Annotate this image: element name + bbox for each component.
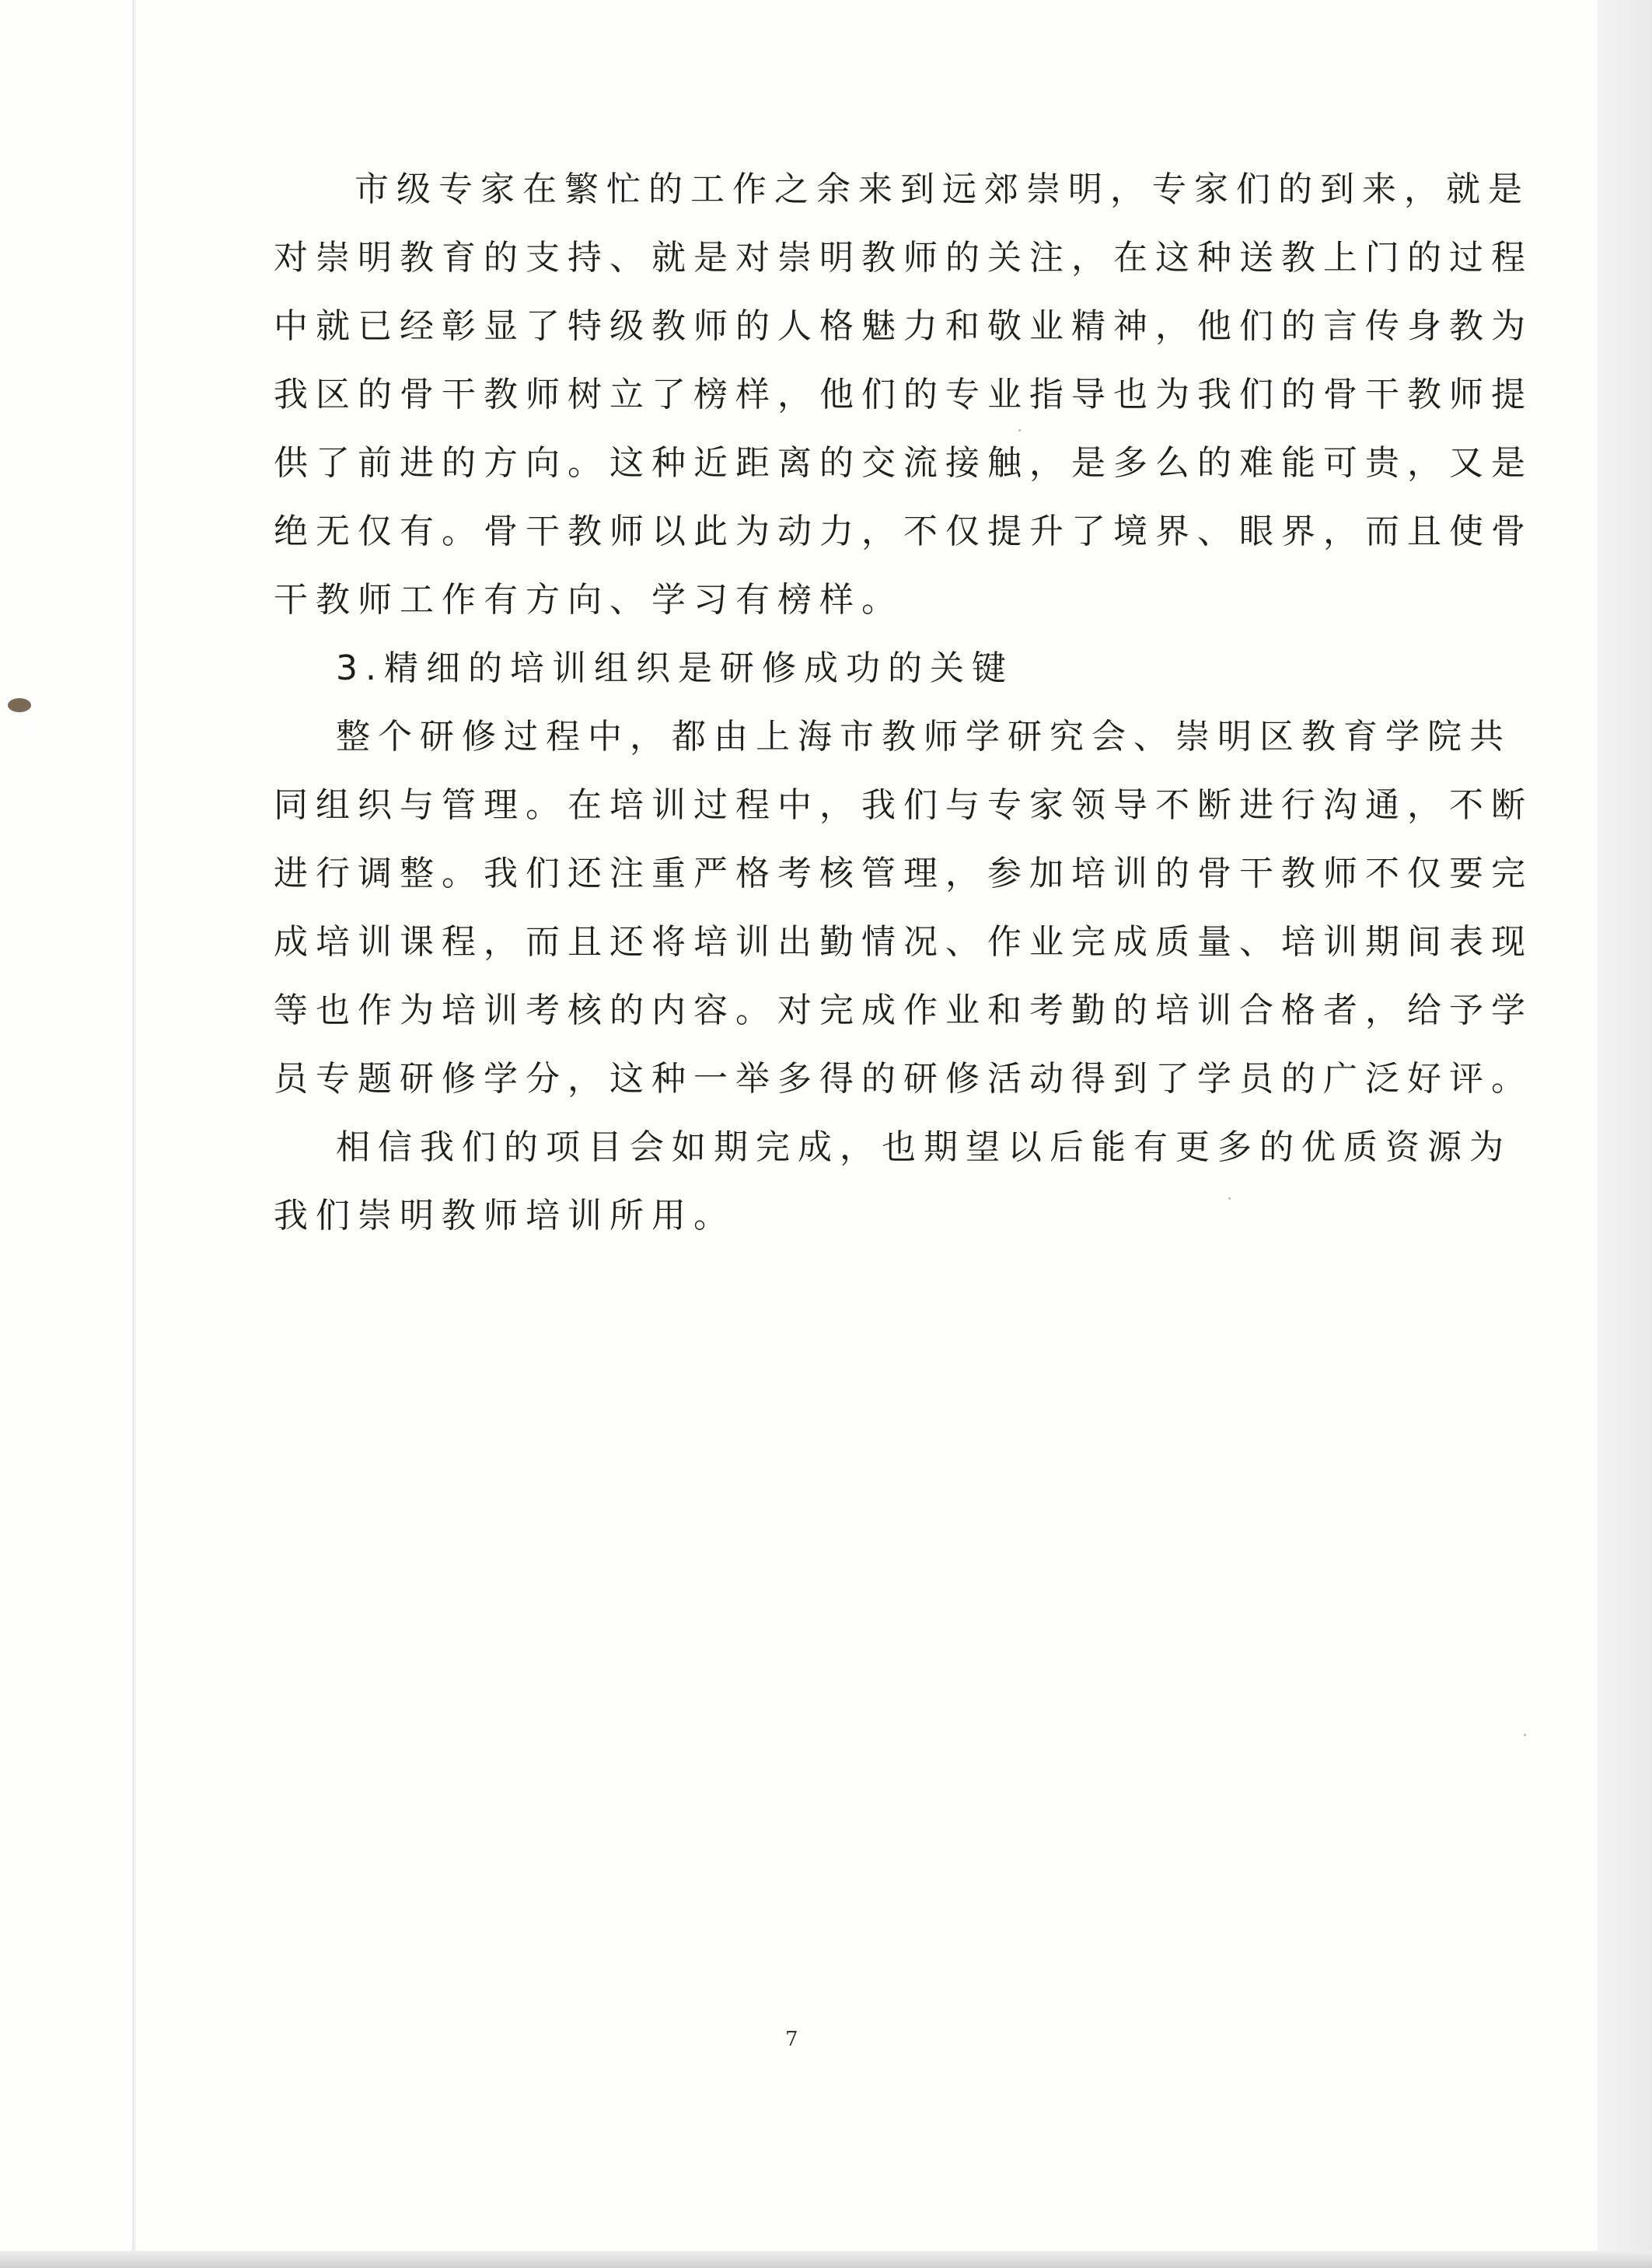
binding-hole-mark: [8, 698, 31, 712]
text-line: 员专题研修学分，这种一举多得的研修活动得到了学员的广泛好评。: [274, 1059, 1533, 1099]
scan-right-edge-shadow: [1598, 0, 1652, 2268]
scan-left-edge-shadow: [132, 0, 136, 2268]
text-line: 供了前进的方向。这种近距离的交流接触，是多么的难能可贵，又是: [274, 443, 1533, 483]
body-text: [274, 156, 1533, 1250]
text-line: 对崇明教育的支持、就是对崇明教师的关注，在这种送教上门的过程: [274, 238, 1533, 278]
text-line: 相信我们的项目会如期完成，也期望以后能有更多的优质资源为: [336, 1127, 1511, 1167]
text-line: 进行调整。我们还注重严格考核管理，参加培训的骨干教师不仅要完: [274, 854, 1533, 893]
text-line: 整个研修过程中，都由上海市教师学研究会、崇明区教育学院共: [336, 717, 1511, 757]
text-line: 市级专家在繁忙的工作之余来到远郊崇明，专家们的到来，就是: [354, 169, 1530, 209]
scan-speck: [1524, 1734, 1526, 1736]
scan-bottom-edge-shadow: [0, 2251, 1652, 2268]
text-line: 干教师工作有方向、学习有榜样。: [274, 580, 903, 620]
text-line: 绝无仅有。骨干教师以此为动力，不仅提升了境界、眼界，而且使骨: [274, 512, 1533, 551]
text-line: 我区的骨干教师树立了榜样，他们的专业指导也为我们的骨干教师提: [274, 375, 1533, 414]
page-number: 7: [785, 2028, 798, 2051]
section-heading: 3.精细的培训组织是研修成功的关键: [336, 648, 1014, 688]
text-line: 等也作为培训考核的内容。对完成作业和考勤的培训合格者，给予学: [274, 991, 1533, 1030]
text-line: 我们崇明教师培训所用。: [274, 1196, 735, 1235]
text-line: 同组织与管理。在培训过程中，我们与专家领导不断进行沟通，不断: [274, 785, 1533, 825]
text-line: 成培训课程，而且还将培训出勤情况、作业完成质量、培训期间表现: [274, 922, 1533, 962]
text-line: 中就已经彰显了特级教师的人格魅力和敬业精神，他们的言传身教为: [274, 306, 1533, 346]
